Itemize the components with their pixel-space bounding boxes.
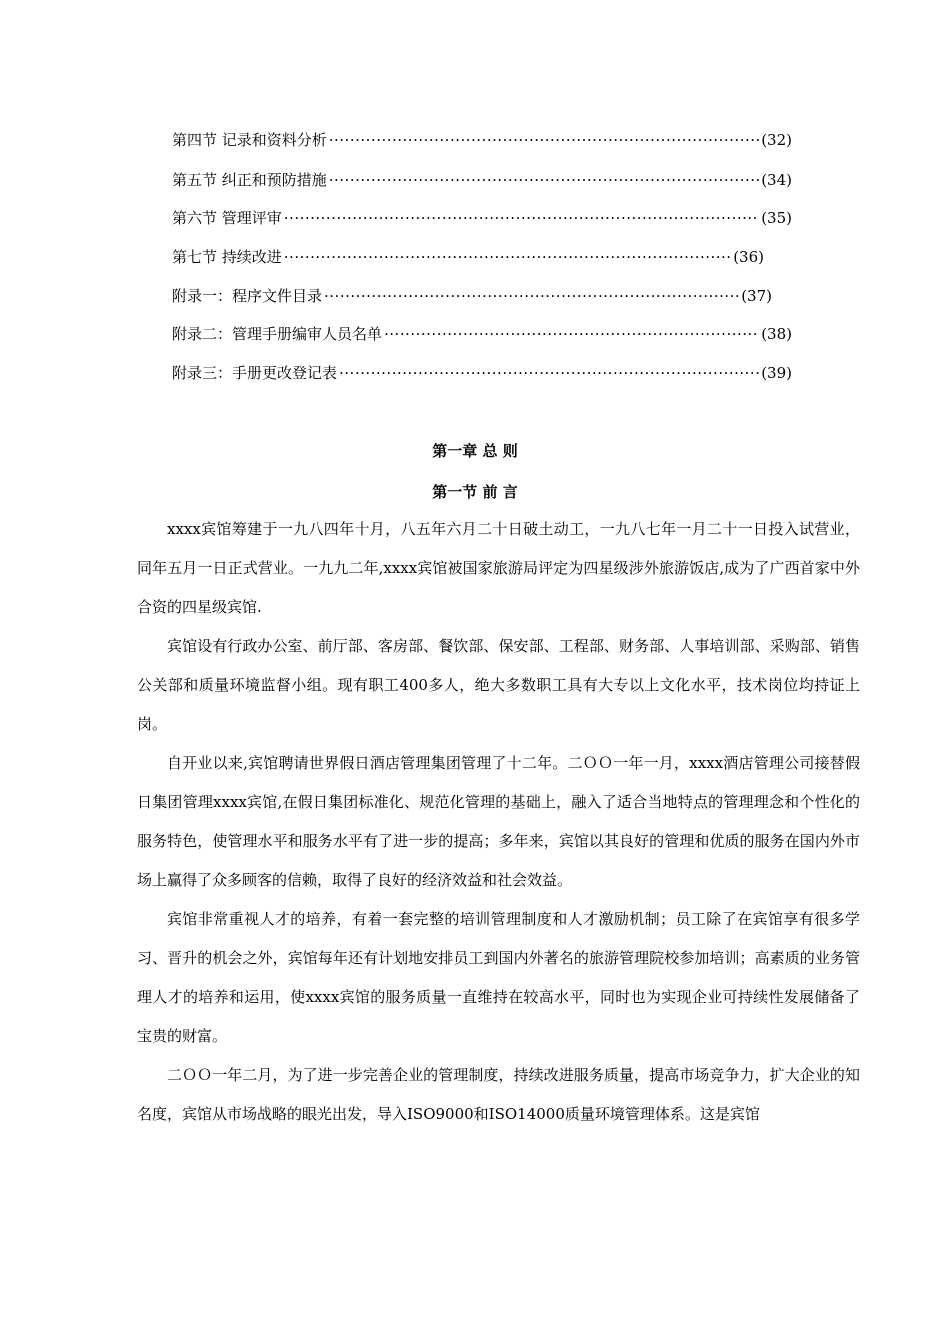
toc-entry-label: 第六节 管理评审 xyxy=(172,209,282,227)
toc-leader-dots xyxy=(329,128,759,152)
toc-entry-page: (38) xyxy=(761,325,792,343)
toc-entry-page: (35) xyxy=(761,209,792,227)
toc-entry-label: 第七节 持续改进 xyxy=(172,248,282,266)
toc-entry-page: (37) xyxy=(741,287,772,305)
toc-entry-page: (34) xyxy=(761,171,792,189)
toc-entry-label: 附录二：管理手册编审人员名单 xyxy=(172,325,383,343)
toc-entry-page: (36) xyxy=(733,248,764,266)
toc-entry[interactable] xyxy=(172,284,772,308)
toc-leader-dots xyxy=(329,168,759,192)
paragraph: 二ＯＯ一年二月，为了进一步完善企业的管理制度，持续改进服务质量，提高市场竞争力，扩大企业的知名度，宾馆从市场战略的眼光出发，导入ISO9000和ISO14000质量环境管理体系。这是宾馆 xyxy=(137,1066,860,1123)
toc-leader-dots xyxy=(284,206,759,230)
toc-entry-label: 附录一：程序文件目录 xyxy=(172,287,323,305)
paragraph: 宾馆设有行政办公室、前厅部、客房部、餐饮部、保安部、工程部、财务部、人事培训部、采购部、销售公关部和质量环境监督小组。现有职工400多人，绝大多数职工具有大专以上文化水平，技术岗位均持证上岗。 xyxy=(137,637,860,733)
toc-leader-dots xyxy=(384,322,759,346)
toc-entry-label: 第四节 记录和资料分析 xyxy=(172,131,327,149)
paragraph: 宾馆非常重视人才的培养，有着一套完整的培训管理制度和人才激励机制；员工除了在宾馆享有很多学习、晋升的机会之外，宾馆每年还有计划地安排员工到国内外著名的旅游管理院校参加培训；高素质的业务管理人才的培养和运用，使xxxx宾馆的服务质量一直维持在较高水平，同时也为实现企业可持续性发展储备了宝贵的财富。 xyxy=(137,910,860,1045)
toc-entry[interactable] xyxy=(172,361,792,385)
section-title: 第一节 前 言 xyxy=(432,483,518,501)
toc-entry[interactable] xyxy=(172,206,792,230)
body-text xyxy=(137,510,860,1134)
toc-leader-dots xyxy=(284,245,731,269)
toc-entry[interactable] xyxy=(172,168,792,192)
toc-entry[interactable] xyxy=(172,128,792,152)
toc-entry-label: 第五节 纠正和预防措施 xyxy=(172,171,327,189)
paragraph: 自开业以来,宾馆聘请世界假日酒店管理集团管理了十二年。二ＯＯ一年一月，xxxx酒店管理公司接替假日集团管理xxxx宾馆,在假日集团标准化、规范化管理的基础上，融入了适合当地特点的管理理念和个性化的服务特色，使管理水平和服务水平有了进一步的提高；多年来，宾馆以其良好的管理和优质的服务在国内外市场上赢得了众多顾客的信赖，取得了良好的经济效益和社会效益。 xyxy=(137,754,860,889)
paragraph: xxxx宾馆筹建于一九八四年十月，八五年六月二十日破土动工，一九八七年一月二十一日投入试营业，同年五月一日正式营业。一九九二年,xxxx宾馆被国家旅游局评定为四星级涉外旅游饭店,成为了广西首家中外合资的四星级宾馆. xyxy=(137,520,860,616)
toc-entry-label: 附录三：手册更改登记表 xyxy=(172,364,338,382)
toc-leader-dots xyxy=(339,361,759,385)
toc-entry[interactable] xyxy=(172,245,764,269)
chapter-title: 第一章 总 则 xyxy=(432,442,518,460)
toc-entry[interactable] xyxy=(172,322,792,346)
toc-leader-dots xyxy=(324,284,739,308)
toc-entry-page: (32) xyxy=(761,131,792,149)
toc-entry-page: (39) xyxy=(761,364,792,382)
